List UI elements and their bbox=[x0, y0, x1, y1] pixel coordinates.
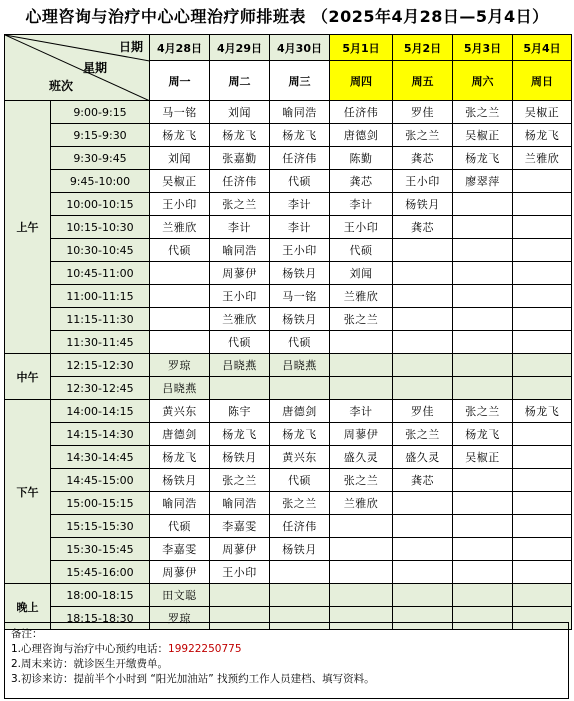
schedule-cell: 喻同浩 bbox=[210, 239, 270, 262]
notes-line-2: 2.周末来访：就诊医生开缴费单。 bbox=[11, 658, 169, 670]
schedule-cell: 张嘉勤 bbox=[210, 147, 270, 170]
schedule-cell: 黄兴东 bbox=[270, 446, 330, 469]
schedule-cell: 龚芯 bbox=[393, 216, 453, 239]
schedule-cell: 代硕 bbox=[270, 170, 330, 193]
schedule-cell bbox=[453, 538, 513, 561]
schedule-cell: 刘闻 bbox=[210, 101, 270, 124]
schedule-cell bbox=[270, 377, 330, 400]
schedule-cell bbox=[513, 216, 572, 239]
date-header: 5月1日 bbox=[330, 35, 393, 61]
table-row bbox=[5, 124, 572, 147]
schedule-cell: 廖翠萍 bbox=[453, 170, 513, 193]
time-slot: 10:00-10:15 bbox=[51, 193, 150, 216]
schedule-cell: 杨铁月 bbox=[270, 538, 330, 561]
schedule-cell: 张之兰 bbox=[270, 492, 330, 515]
schedule-cell bbox=[330, 377, 393, 400]
table-row bbox=[5, 561, 572, 584]
weekday-header: 周日 bbox=[513, 61, 572, 101]
schedule-cell bbox=[453, 377, 513, 400]
schedule-cell: 陈勤 bbox=[330, 147, 393, 170]
schedule-cell bbox=[393, 354, 453, 377]
schedule-cell bbox=[453, 216, 513, 239]
schedule-cell: 周蓼伊 bbox=[210, 262, 270, 285]
schedule-cell: 李计 bbox=[270, 216, 330, 239]
schedule-cell bbox=[393, 492, 453, 515]
time-slot: 14:30-14:45 bbox=[51, 446, 150, 469]
schedule-cell bbox=[150, 262, 210, 285]
time-slot: 14:00-14:15 bbox=[51, 400, 150, 423]
schedule-cell bbox=[513, 308, 572, 331]
schedule-cell: 任济伟 bbox=[270, 147, 330, 170]
schedule-cell: 吴椒正 bbox=[453, 446, 513, 469]
schedule-cell: 马一铭 bbox=[150, 101, 210, 124]
schedule-cell: 罗琼 bbox=[150, 607, 210, 630]
schedule-cell bbox=[513, 446, 572, 469]
schedule-cell: 刘闻 bbox=[150, 147, 210, 170]
schedule-cell: 周蓼伊 bbox=[330, 423, 393, 446]
schedule-cell bbox=[393, 538, 453, 561]
schedule-cell: 李计 bbox=[330, 193, 393, 216]
schedule-cell: 喻同浩 bbox=[270, 101, 330, 124]
notes-heading: 备注： bbox=[11, 628, 43, 640]
schedule-cell: 黄兴东 bbox=[150, 400, 210, 423]
schedule-cell bbox=[270, 584, 330, 607]
schedule-cell bbox=[513, 538, 572, 561]
table-row bbox=[5, 446, 572, 469]
time-slot: 15:45-16:00 bbox=[51, 561, 150, 584]
schedule-cell bbox=[393, 377, 453, 400]
table-row bbox=[5, 469, 572, 492]
schedule-cell bbox=[330, 331, 393, 354]
schedule-cell: 任济伟 bbox=[330, 101, 393, 124]
schedule-cell: 田文聪 bbox=[150, 584, 210, 607]
date-header: 4月29日 bbox=[210, 35, 270, 61]
table-row bbox=[5, 515, 572, 538]
schedule-cell: 任济伟 bbox=[270, 515, 330, 538]
schedule-cell bbox=[453, 492, 513, 515]
schedule-cell: 李嘉雯 bbox=[210, 515, 270, 538]
schedule-cell: 代硕 bbox=[270, 469, 330, 492]
schedule-cell: 兰雅欣 bbox=[330, 285, 393, 308]
schedule-cell: 龚芯 bbox=[330, 170, 393, 193]
schedule-cell: 李计 bbox=[270, 193, 330, 216]
schedule-cell: 杨龙飞 bbox=[270, 423, 330, 446]
time-slot: 10:45-11:00 bbox=[51, 262, 150, 285]
schedule-cell bbox=[393, 561, 453, 584]
schedule-cell: 刘闻 bbox=[330, 262, 393, 285]
schedule-cell bbox=[393, 331, 453, 354]
schedule-cell bbox=[330, 515, 393, 538]
schedule-cell bbox=[453, 515, 513, 538]
schedule-cell: 李计 bbox=[330, 400, 393, 423]
schedule-cell: 罗佳 bbox=[393, 101, 453, 124]
schedule-cell bbox=[513, 377, 572, 400]
header-corner bbox=[5, 35, 150, 101]
time-slot: 14:45-15:00 bbox=[51, 469, 150, 492]
schedule-cell bbox=[330, 584, 393, 607]
notes-box bbox=[4, 622, 569, 699]
schedule-cell: 盛久灵 bbox=[330, 446, 393, 469]
schedule-cell: 王小印 bbox=[210, 561, 270, 584]
schedule-cell: 吕晓燕 bbox=[270, 354, 330, 377]
schedule-cell: 杨龙飞 bbox=[150, 446, 210, 469]
schedule-cell bbox=[453, 193, 513, 216]
schedule-cell: 吕晓燕 bbox=[210, 354, 270, 377]
table-row bbox=[5, 423, 572, 446]
schedule-cell: 王小印 bbox=[393, 170, 453, 193]
schedule-cell bbox=[270, 561, 330, 584]
schedule-cell bbox=[513, 423, 572, 446]
schedule-cell bbox=[330, 561, 393, 584]
schedule-cell bbox=[330, 538, 393, 561]
schedule-cell bbox=[513, 285, 572, 308]
schedule-cell bbox=[393, 515, 453, 538]
time-slot: 18:00-18:15 bbox=[51, 584, 150, 607]
schedule-cell: 张之兰 bbox=[393, 423, 453, 446]
schedule-cell: 代硕 bbox=[330, 239, 393, 262]
schedule-cell bbox=[210, 584, 270, 607]
schedule-cell bbox=[453, 354, 513, 377]
schedule-cell: 兰雅欣 bbox=[330, 492, 393, 515]
page-title: 心理咨询与治疗中心心理治疗师排班表 （2025年4月28日—5月4日） bbox=[25, 7, 549, 26]
schedule-cell: 杨龙飞 bbox=[210, 423, 270, 446]
schedule-cell bbox=[393, 239, 453, 262]
table-row bbox=[5, 354, 572, 377]
date-header: 5月2日 bbox=[393, 35, 453, 61]
schedule-cell: 唐德剑 bbox=[330, 124, 393, 147]
schedule-cell bbox=[513, 170, 572, 193]
schedule-cell: 代硕 bbox=[150, 239, 210, 262]
period-label-afternoon: 下午 bbox=[5, 400, 51, 584]
schedule-cell: 李嘉雯 bbox=[150, 538, 210, 561]
schedule-cell bbox=[513, 469, 572, 492]
schedule-cell: 兰雅欣 bbox=[150, 216, 210, 239]
schedule-cell bbox=[393, 285, 453, 308]
time-slot: 11:30-11:45 bbox=[51, 331, 150, 354]
schedule-cell: 王小印 bbox=[270, 239, 330, 262]
period-label-evening: 晚上 bbox=[5, 584, 51, 630]
schedule-cell: 盛久灵 bbox=[393, 446, 453, 469]
schedule-cell: 兰雅欣 bbox=[513, 147, 572, 170]
schedule-cell: 喻同浩 bbox=[150, 492, 210, 515]
schedule-cell: 兰雅欣 bbox=[210, 308, 270, 331]
time-slot: 11:15-11:30 bbox=[51, 308, 150, 331]
schedule-cell: 吴椒正 bbox=[453, 124, 513, 147]
phone-number: 19922250775 bbox=[168, 643, 242, 655]
table-row bbox=[5, 170, 572, 193]
schedule-cell: 马一铭 bbox=[270, 285, 330, 308]
schedule-cell bbox=[513, 193, 572, 216]
schedule-cell bbox=[330, 354, 393, 377]
schedule-cell bbox=[513, 239, 572, 262]
weekday-header: 周一 bbox=[150, 61, 210, 101]
period-label-noon: 中午 bbox=[5, 354, 51, 400]
table-row bbox=[5, 331, 572, 354]
schedule-cell: 陈宇 bbox=[210, 400, 270, 423]
weekday-header: 周五 bbox=[393, 61, 453, 101]
time-slot: 15:00-15:15 bbox=[51, 492, 150, 515]
schedule-cell: 吴椒正 bbox=[150, 170, 210, 193]
schedule-cell: 张之兰 bbox=[210, 193, 270, 216]
schedule-cell bbox=[210, 377, 270, 400]
table-row bbox=[5, 285, 572, 308]
schedule-cell: 喻同浩 bbox=[210, 492, 270, 515]
schedule-cell bbox=[453, 561, 513, 584]
schedule-cell bbox=[150, 285, 210, 308]
schedule-cell: 龚芯 bbox=[393, 147, 453, 170]
date-header: 4月30日 bbox=[270, 35, 330, 61]
table-row bbox=[5, 262, 572, 285]
schedule-cell bbox=[393, 262, 453, 285]
schedule-cell: 周蓼伊 bbox=[150, 561, 210, 584]
weekday-header: 周三 bbox=[270, 61, 330, 101]
corner-week-label: 星期 bbox=[83, 61, 108, 75]
time-slot: 14:15-14:30 bbox=[51, 423, 150, 446]
schedule-cell: 张之兰 bbox=[330, 469, 393, 492]
schedule-cell: 王小印 bbox=[330, 216, 393, 239]
schedule-cell bbox=[513, 492, 572, 515]
schedule-cell: 王小印 bbox=[150, 193, 210, 216]
date-header: 4月28日 bbox=[150, 35, 210, 61]
schedule-cell bbox=[453, 239, 513, 262]
schedule-table bbox=[4, 34, 572, 630]
time-slot: 10:30-10:45 bbox=[51, 239, 150, 262]
table-row bbox=[5, 492, 572, 515]
schedule-cell: 张之兰 bbox=[453, 400, 513, 423]
date-header: 5月4日 bbox=[513, 35, 572, 61]
corner-shift-label: 班次 bbox=[49, 79, 74, 93]
notes-line-1 bbox=[11, 642, 562, 657]
schedule-cell bbox=[513, 561, 572, 584]
schedule-cell: 杨铁月 bbox=[270, 262, 330, 285]
schedule-cell bbox=[453, 584, 513, 607]
time-slot: 9:45-10:00 bbox=[51, 170, 150, 193]
schedule-cell: 杨铁月 bbox=[150, 469, 210, 492]
schedule-cell: 杨铁月 bbox=[393, 193, 453, 216]
schedule-cell: 王小印 bbox=[210, 285, 270, 308]
schedule-cell: 杨龙飞 bbox=[453, 423, 513, 446]
table-row bbox=[5, 308, 572, 331]
time-slot: 9:15-9:30 bbox=[51, 124, 150, 147]
period-label-morning: 上午 bbox=[5, 101, 51, 354]
notes-line-3: 3.初诊来访：提前半个小时到 “阳光加油站” 找预约工作人员建档、填写资料。 bbox=[11, 673, 375, 685]
schedule-cell bbox=[393, 308, 453, 331]
table-row bbox=[5, 377, 572, 400]
schedule-cell: 杨龙飞 bbox=[513, 124, 572, 147]
schedule-cell: 杨龙飞 bbox=[453, 147, 513, 170]
schedule-cell: 杨龙飞 bbox=[150, 124, 210, 147]
schedule-cell: 李计 bbox=[210, 216, 270, 239]
time-slot: 18:15-18:30 bbox=[51, 607, 150, 630]
schedule-cell: 唐德剑 bbox=[150, 423, 210, 446]
time-slot: 12:30-12:45 bbox=[51, 377, 150, 400]
schedule-cell: 张之兰 bbox=[210, 469, 270, 492]
table-row bbox=[5, 193, 572, 216]
schedule-cell: 罗佳 bbox=[393, 400, 453, 423]
schedule-cell: 罗琼 bbox=[150, 354, 210, 377]
schedule-cell bbox=[453, 469, 513, 492]
time-slot: 15:30-15:45 bbox=[51, 538, 150, 561]
schedule-cell bbox=[453, 285, 513, 308]
time-slot: 10:15-10:30 bbox=[51, 216, 150, 239]
schedule-cell: 龚芯 bbox=[393, 469, 453, 492]
schedule-cell bbox=[150, 308, 210, 331]
schedule-cell: 杨龙飞 bbox=[210, 124, 270, 147]
table-row bbox=[5, 239, 572, 262]
corner-date-label: 日期 bbox=[118, 40, 143, 54]
schedule-cell bbox=[393, 584, 453, 607]
time-slot: 12:15-12:30 bbox=[51, 354, 150, 377]
schedule-cell: 杨龙飞 bbox=[513, 400, 572, 423]
schedule-cell: 张之兰 bbox=[393, 124, 453, 147]
time-slot: 11:00-11:15 bbox=[51, 285, 150, 308]
notes-phone-label: 1.心理咨询与治疗中心预约电话： bbox=[11, 643, 169, 655]
schedule-cell bbox=[453, 262, 513, 285]
weekday-header: 周四 bbox=[330, 61, 393, 101]
schedule-cell: 杨铁月 bbox=[210, 446, 270, 469]
table-row bbox=[5, 216, 572, 239]
schedule-cell: 代硕 bbox=[150, 515, 210, 538]
schedule-cell: 张之兰 bbox=[330, 308, 393, 331]
table-row bbox=[5, 584, 572, 607]
weekday-header: 周六 bbox=[453, 61, 513, 101]
schedule-cell: 吕晓燕 bbox=[150, 377, 210, 400]
table-row bbox=[5, 101, 572, 124]
time-slot: 9:00-9:15 bbox=[51, 101, 150, 124]
table-row bbox=[5, 147, 572, 170]
schedule-cell bbox=[150, 331, 210, 354]
table-row bbox=[5, 538, 572, 561]
schedule-cell: 代硕 bbox=[210, 331, 270, 354]
weekday-header: 周二 bbox=[210, 61, 270, 101]
schedule-cell bbox=[513, 331, 572, 354]
table-row bbox=[5, 400, 572, 423]
schedule-cell: 张之兰 bbox=[453, 101, 513, 124]
date-header: 5月3日 bbox=[453, 35, 513, 61]
schedule-cell bbox=[453, 308, 513, 331]
schedule-cell bbox=[513, 262, 572, 285]
schedule-cell: 周蓼伊 bbox=[210, 538, 270, 561]
schedule-cell: 吴椒正 bbox=[513, 101, 572, 124]
schedule-cell: 代硕 bbox=[270, 331, 330, 354]
time-slot: 9:30-9:45 bbox=[51, 147, 150, 170]
schedule-cell: 任济伟 bbox=[210, 170, 270, 193]
schedule-cell bbox=[513, 584, 572, 607]
schedule-cell bbox=[513, 354, 572, 377]
schedule-cell: 杨龙飞 bbox=[270, 124, 330, 147]
time-slot: 15:15-15:30 bbox=[51, 515, 150, 538]
schedule-cell: 唐德剑 bbox=[270, 400, 330, 423]
schedule-cell bbox=[513, 515, 572, 538]
schedule-cell bbox=[453, 331, 513, 354]
schedule-cell: 杨铁月 bbox=[270, 308, 330, 331]
